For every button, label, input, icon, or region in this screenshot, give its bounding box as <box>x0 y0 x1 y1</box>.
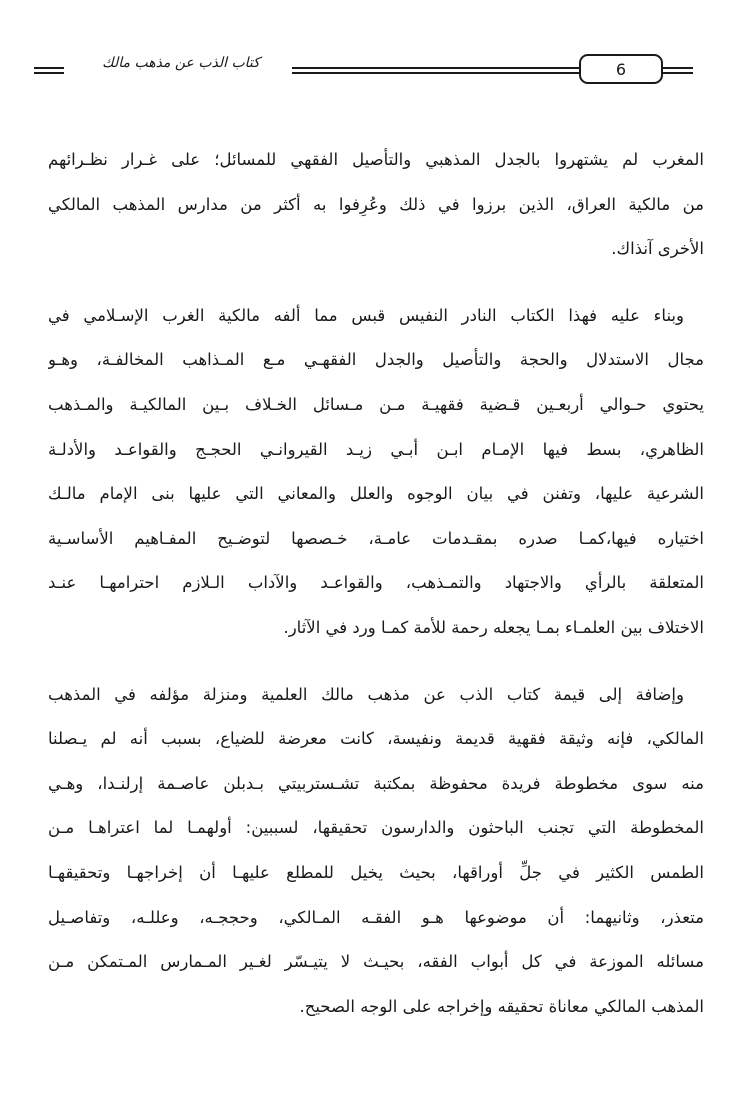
text-line: من مالكية العراق، الذين برزوا في ذلك وعُرِفوا به أكثر من مدارس المذهب المالكي <box>48 194 704 214</box>
text-line: مسائله الموزعة في كل أبواب الفقه، بحيـث لا يتيـسّر لغـير المـمارس المـتمكن مـن <box>48 952 704 972</box>
text-line: وبناء عليه فهذا الكتاب النادر النفيس قبس مما ألفه مالكية الغرب الإسـلامي في <box>48 305 684 325</box>
text-line: متعذر، وثانيهما: أن موضوعها هـو الفقـه المـالكي، وحججـه، وعللـه، وتفاصـيل <box>48 907 704 927</box>
text-line: وإضافة إلى قيمة كتاب الذب عن مذهب مالك العلمية ومنزلة مؤلفه في المذهب <box>48 684 684 704</box>
text-line: الاختلاف بين العلمـاء بمـا يجعله رحمة للأمة كمـا ورد في الآثار. <box>283 617 704 637</box>
running-title: كتاب الذب عن مذهب مالك <box>102 55 260 71</box>
paragraph-1 <box>48 142 704 276</box>
paragraph-gap <box>48 276 704 298</box>
text-line: المغرب لم يشتهروا بالجدل المذهبي والتأصيل الفقهي للمسائل؛ على غـرار نظـرائهم <box>48 150 704 169</box>
text-line: المالكي، فإنه وثيقة فقهية قديمة ونفيسة، كانت معرضة للضياع، بسبب أنه لم يـصلنا <box>48 729 704 749</box>
text-line: الشرعية عليها، وتفنن في بيان الوجوه والعلل والمعاني التي عليها بنى الإمام مالـك <box>48 484 704 504</box>
text-line: الأخرى آنذاك. <box>611 239 704 259</box>
text-line: الطمس الكثير في جلِّ أوراقها، بحيث يخيل للمطلع عليهـا أن إخراجهـا وتحقيقهـا <box>48 862 704 882</box>
text-line: المخطوطة التي تجنب الباحثون والدارسون تحقيقها، لسببين: أولهمـا لما اعتراهـا مـن <box>48 818 704 838</box>
text-line: الظاهري، بسط فيها الإمـام ابـن أبـي زيـد القيروانـي الحجـج والقواعـد والأدلـة <box>48 439 704 459</box>
paragraph-2 <box>48 298 704 655</box>
text-line: المذهب المالكي معاناة تحقيقه وإخراجه على الوجه الصحيح. <box>299 996 704 1016</box>
body-text <box>48 142 704 1033</box>
running-header <box>34 52 674 92</box>
paragraph-gap <box>48 655 704 677</box>
text-line: يحتوي حـوالي أربعـين قـضية فقهيـة مـن مـسائل الخـلاف بـين المالكيـة والمـذهب <box>48 394 704 414</box>
text-line: اختياره فيها،كمـا صدره بمقـدمات عامـة، خـصصها لتوضـيح المفـاهيم الأساسـية <box>48 528 704 548</box>
paragraph-3 <box>48 677 704 1034</box>
text-line: منه سوى مخطوطة فريدة محفوظة بمكتبة تشـستربيتي بـدبلن عاصـمة إرلنـدا، وهـي <box>48 773 704 793</box>
text-line: المتعلقة بالرأي والاجتهاد والتمـذهب، والقواعـد والآداب الـلازم احترامهـا عنـد <box>48 573 704 593</box>
page-number: 6 <box>579 54 663 84</box>
text-line: مجال الاستدلال والحجة والتأصيل والجدل الفقهـي مـع المـذاهب المخالفـة، وهـو <box>48 350 704 370</box>
